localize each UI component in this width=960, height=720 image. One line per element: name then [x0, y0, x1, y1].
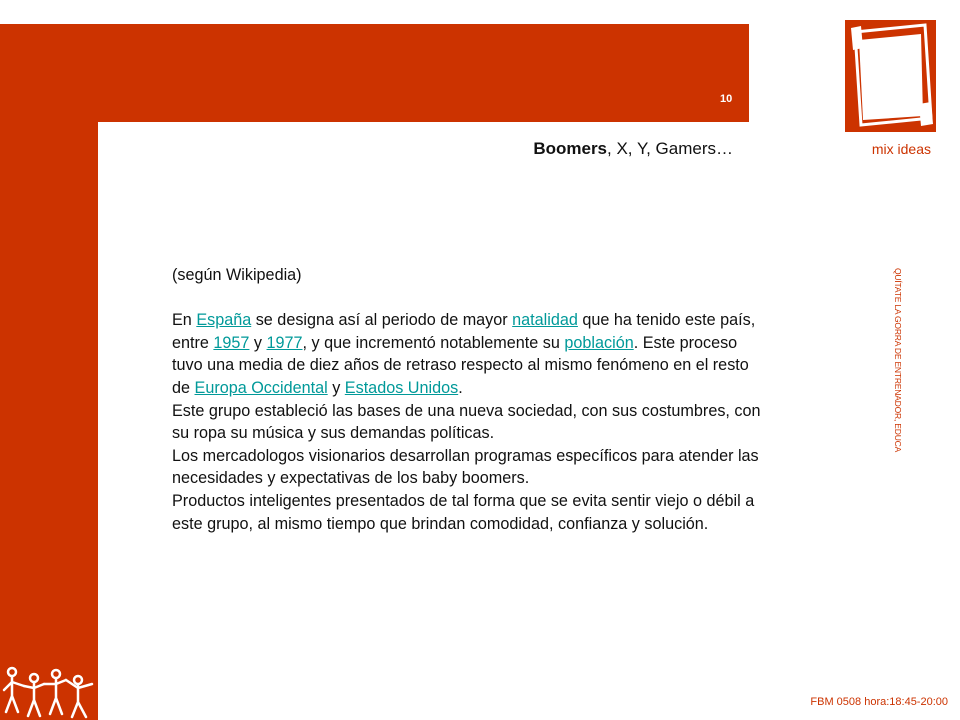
slide-number: 10: [720, 93, 733, 105]
title-rest: , X, Y, Gamers…: [607, 139, 733, 158]
dancing-figures-icon: [0, 660, 98, 720]
left-band: [0, 122, 98, 720]
text: , y que incrementó notablemente su: [302, 333, 565, 352]
paragraph-3: Los mercadologos visionarios desarrollan programas específicos para atender las necesidades y expectativas de los baby boomers.: [172, 446, 759, 488]
framed-square-logo-icon: [845, 20, 936, 132]
footer-note: FBM 0508 hora:18:45-20:00: [810, 696, 948, 708]
text: . Este proceso tuvo una media de diez años de retraso respecto al mismo fenómeno en el resto de: [172, 333, 749, 397]
header-band: [0, 24, 749, 122]
paragraph-2: Este grupo estableció las bases de una nueva sociedad, con sus costumbres, con su ropa su música y sus demandas políticas.: [172, 401, 761, 443]
text: y: [327, 378, 345, 397]
text: En: [172, 311, 197, 330]
link-1977[interactable]: 1977: [266, 333, 303, 352]
text: que ha tenido este país, entre: [172, 311, 756, 352]
link-poblacion[interactable]: población: [564, 333, 634, 352]
paragraph-4: Productos inteligentes presentados de tal forma que se evita sentir viejo o débil a este grupo, al mismo tiempo que brindan comodidad, confianza y solución.: [172, 491, 755, 533]
source-note: (según Wikipedia): [172, 266, 302, 284]
text: .: [458, 378, 463, 397]
vertical-tagline: QUÍTATE LA GORRA DE ENTRENADOR, EDUCA: [893, 268, 903, 453]
body-text: [172, 264, 762, 535]
title-bold: Boomers: [533, 139, 608, 158]
link-natalidad[interactable]: natalidad: [512, 311, 578, 330]
text: y: [249, 333, 267, 352]
link-europa-occidental[interactable]: Europa Occidental: [194, 378, 328, 397]
slide-title: [533, 139, 733, 159]
link-1957[interactable]: 1957: [213, 333, 250, 352]
paragraph-1: [172, 309, 762, 399]
brand-label: mix ideas: [871, 141, 931, 157]
link-estados-unidos[interactable]: Estados Unidos: [344, 378, 459, 397]
text: se designa así al periodo de mayor: [251, 311, 513, 330]
link-espana[interactable]: España: [196, 311, 252, 330]
